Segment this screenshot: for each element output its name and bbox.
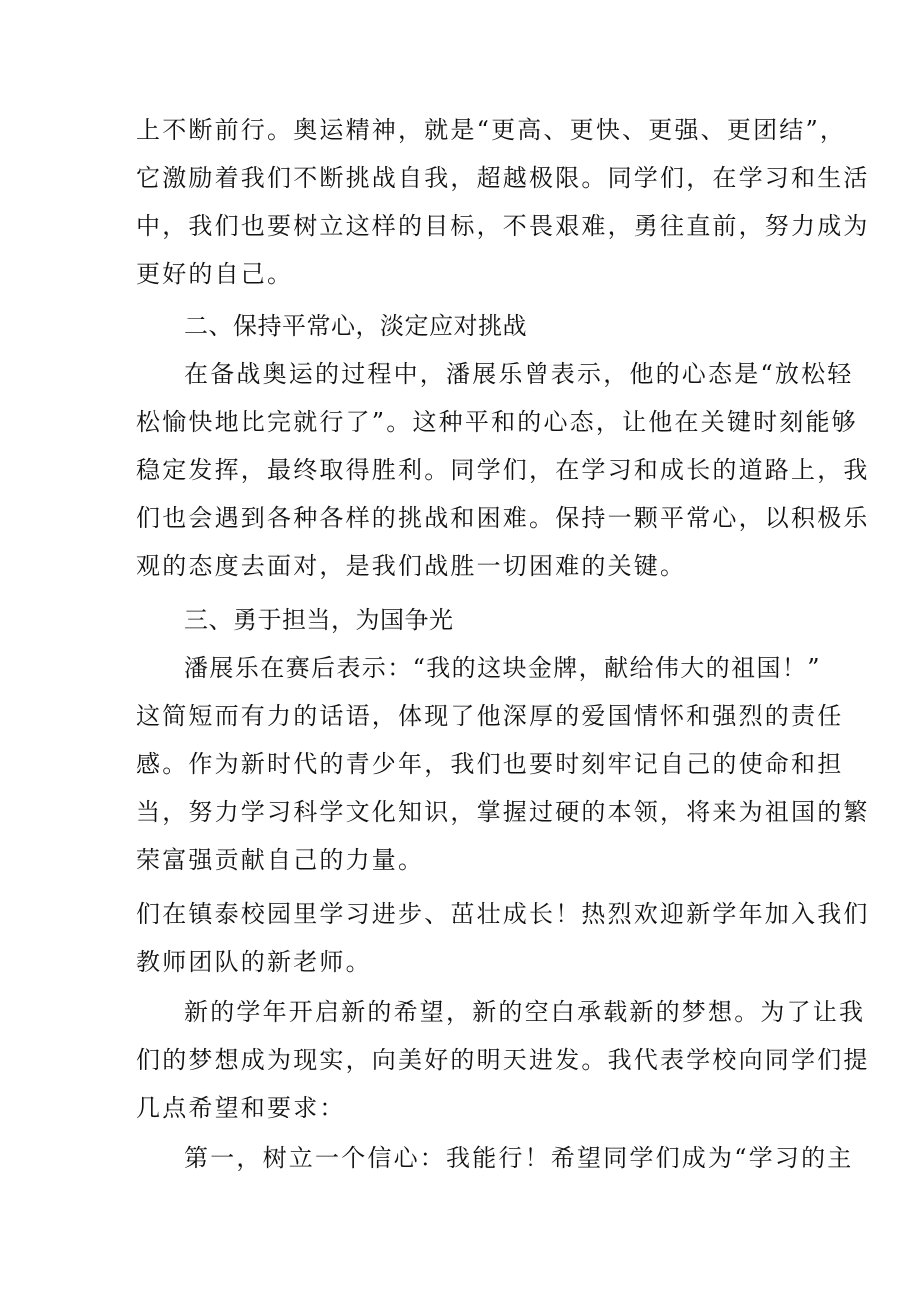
text-line: 潘展乐在赛后表示：“我的这块金牌，献给伟大的祖国！”: [184, 654, 821, 682]
section-heading: 二、保持平常心，淡定应对挑战: [184, 312, 527, 340]
text-line: 几点希望和要求：: [136, 1094, 346, 1122]
text-line: 稳定发挥，最终取得胜利。同学们，在学习和成长的道路上，我: [136, 456, 870, 484]
text-line: 当，努力学习科学文化知识，掌握过硬的本领，将来为祖国的繁: [136, 798, 870, 826]
section-heading: 三、勇于担当，为国争光: [184, 606, 454, 634]
text-line: 上不断前行。奥运精神，就是“更高、更快、更强、更团结”，: [136, 116, 847, 144]
text-line: 新的学年开启新的希望，新的空白承载新的梦想。为了让我: [184, 998, 866, 1026]
text-line: 们也会遇到各种各样的挑战和困难。保持一颗平常心，以积极乐: [136, 504, 870, 532]
text-line: 更好的自己。: [136, 260, 294, 288]
text-line: 在备战奥运的过程中，潘展乐曾表示，他的心态是“放松轻: [184, 360, 854, 388]
text-line: 松愉快地比完就行了”。这种平和的心态，让他在关键时刻能够: [136, 408, 858, 436]
text-line: 观的态度去面对，是我们战胜一切困难的关键。: [136, 552, 687, 580]
text-line: 它激励着我们不断挑战自我，超越极限。同学们，在学习和生活: [136, 164, 870, 192]
text-line: 中，我们也要树立这样的目标，不畏艰难，勇往直前，努力成为: [136, 212, 870, 240]
text-line: 荣富强贡献自己的力量。: [136, 846, 425, 874]
text-line: 教师团队的新老师。: [136, 948, 372, 976]
text-line: 们在镇泰校园里学习进步、茁壮成长！热烈欢迎新学年加入我们: [136, 900, 870, 928]
text-line: 感。作为新时代的青少年，我们也要时刻牢记自己的使命和担: [136, 750, 844, 778]
text-line: 们的梦想成为现实，向美好的明天进发。我代表学校向同学们提: [136, 1046, 870, 1074]
text-line: 这简短而有力的话语，体现了他深厚的爱国情怀和强烈的责任: [136, 702, 844, 730]
text-line: 第一，树立一个信心：我能行！希望同学们成为“学习的主: [184, 1144, 854, 1172]
